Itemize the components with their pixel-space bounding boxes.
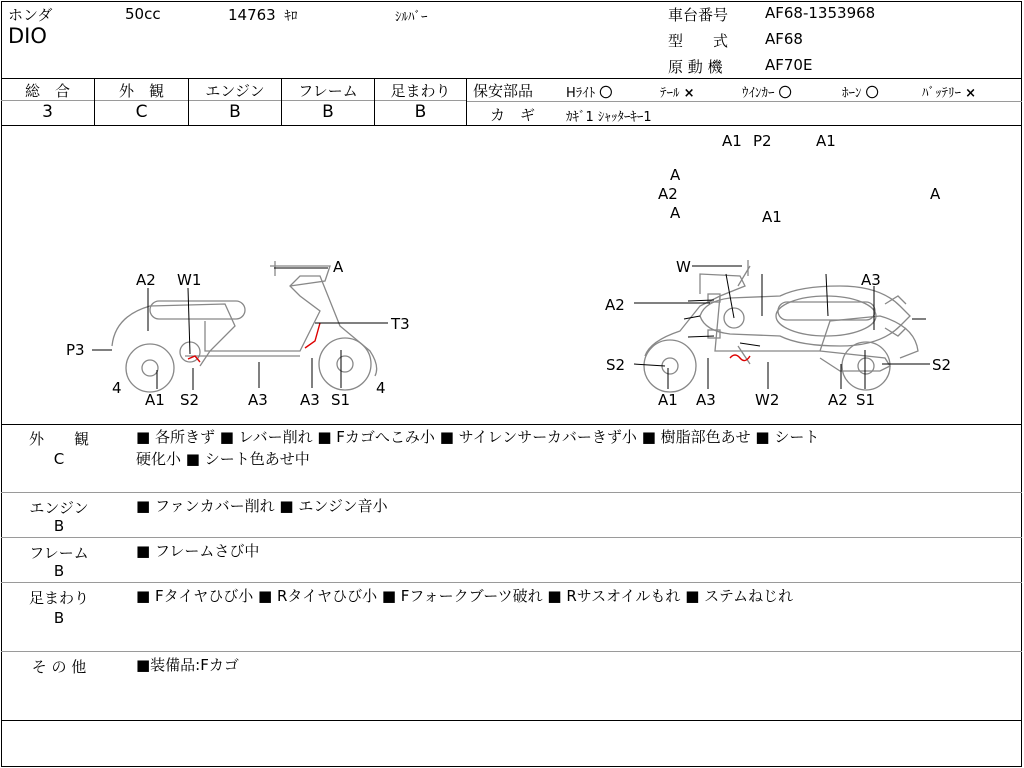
label-top-a1-bottom: A1 [762,208,782,226]
remark-label-frame: フレーム [29,544,89,562]
label-top-a-upper: A [670,166,681,184]
tail-mark: × [683,86,695,101]
label-right-w2: W2 [755,391,780,409]
key-value: ｶｷﾞ1 ｼｬｯﾀｰｷｰ1 [566,110,652,125]
engine-value: AF70E [765,56,813,74]
overall-grade: 3 [42,102,53,122]
grid-line [1,582,1022,583]
frame-grade-label: フレーム [298,82,358,100]
grid-line [466,78,467,125]
label-left-a2: A2 [136,271,156,289]
safety-label: 保安部品 [473,82,534,100]
grid-line [1,651,1022,652]
color: ｼﾙﾊﾞｰ [395,10,428,25]
remark-label-exterior: 外 観 [28,430,89,448]
frame-no: AF68-1353968 [765,4,876,22]
label-left-a3-a: A3 [248,391,268,409]
label-left-4-front: 4 [112,379,122,397]
label-top-p2: P2 [753,132,772,150]
remark-grade-suspension: B [53,609,65,627]
label-left-s1: S1 [331,391,351,409]
type-value: AF68 [765,30,803,48]
remark-label-other: そ の 他 [31,658,87,676]
damage-diagram [0,126,1024,424]
label-right-a2: A2 [828,391,848,409]
frame-grade: B [322,102,334,122]
remark-grade-frame: B [53,562,65,580]
remark-label-engine: エンジン [29,499,89,517]
grid-line [1,537,1022,538]
overall-label: 総 合 [24,82,70,100]
engine-grade-label: エンジン [205,82,265,100]
safety-item-winker: ｳｲﾝｶｰ 〇 [742,86,792,101]
headlight-mark: 〇 [599,86,613,101]
label-left-p3: P3 [66,341,85,359]
remark-grade-exterior: C [53,450,65,468]
mileage [228,5,298,24]
label-top-a-rear: A [930,185,941,203]
safety-item-horn: ﾎｰﾝ 〇 [842,86,879,101]
exterior-label: 外 観 [118,82,164,100]
label-top-a1-right: A1 [816,132,836,150]
remark-text-frame: ■ フレームさび中 [136,542,260,560]
safety-item-tail: ﾃｰﾙ × [660,86,695,101]
suspension-grade-label: 足まわり [390,82,451,100]
remark-text-suspension: ■ Fタイヤひび小 ■ Rタイヤひび小 ■ Fフォークブーツ破れ ■ Rサスオイルもれ ■ ステムねじれ [136,587,794,605]
label-left-w1: W1 [177,271,202,289]
label-top-a1-left: A1 [722,132,742,150]
frame-no-label: 車台番号 [668,6,729,24]
remark-text-exterior-2: 硬化小 ■ シート色あせ中 [136,450,310,468]
displacement: 50cc [125,5,161,23]
label-right-a3: A3 [696,391,716,409]
diagram-labels [66,132,951,409]
label-right-w: W [676,258,691,276]
label-left-t3: T3 [391,315,410,333]
engine-label: 原 動 機 [668,58,723,76]
engine-grade: B [229,102,241,122]
horn-mark: 〇 [865,86,879,101]
grid-line [467,101,1022,102]
winker-mark: 〇 [778,86,792,101]
grid-line [1,78,1022,79]
label-top-a2: A2 [658,185,678,203]
remark-text-engine: ■ ファンカバー削れ ■ エンジン音小 [136,497,388,515]
label-right-s2-rear: S2 [932,356,952,374]
battery-mark: × [965,86,977,101]
label-right-a3-top: A3 [861,271,881,289]
mileage-unit: ｷﾛ [284,9,298,24]
key-label: カ ギ [490,106,536,124]
label-right-s2-front: S2 [606,356,626,374]
label-top-a-lower: A [670,204,681,222]
grid-line [1,720,1022,721]
label-left-a1: A1 [145,391,165,409]
type-label: 型 式 [668,32,729,50]
model-name: DIO [8,24,47,48]
label-left-a: A [333,258,344,276]
label-right-a1: A1 [658,391,678,409]
label-right-a2-top: A2 [605,296,625,314]
maker: ホンダ [8,6,53,24]
exterior-grade: C [135,102,148,122]
suspension-grade: B [414,102,427,122]
label-right-s1: S1 [856,391,876,409]
mileage-value: 14763 [228,6,276,24]
label-left-s2: S2 [180,391,200,409]
remark-label-suspension: 足まわり [28,589,89,607]
remark-text-other: ■装備品:Fカゴ [136,656,239,674]
label-left-a3-b: A3 [300,391,320,409]
label-left-4-rear: 4 [376,379,386,397]
safety-item-battery: ﾊﾞｯﾃﾘｰ × [922,86,977,101]
remark-grade-engine: B [53,517,65,535]
safety-item-headlight: Hﾗｲﾄ 〇 [566,86,613,101]
grid-line [1,492,1022,493]
remark-text-exterior-1: ■ 各所きず ■ レバー削れ ■ Fカゴへこみ小 ■ サイレンサーカバーきず小 ■ 樹脂部色あせ ■ シート [136,428,820,446]
grid-line [1,424,1022,425]
